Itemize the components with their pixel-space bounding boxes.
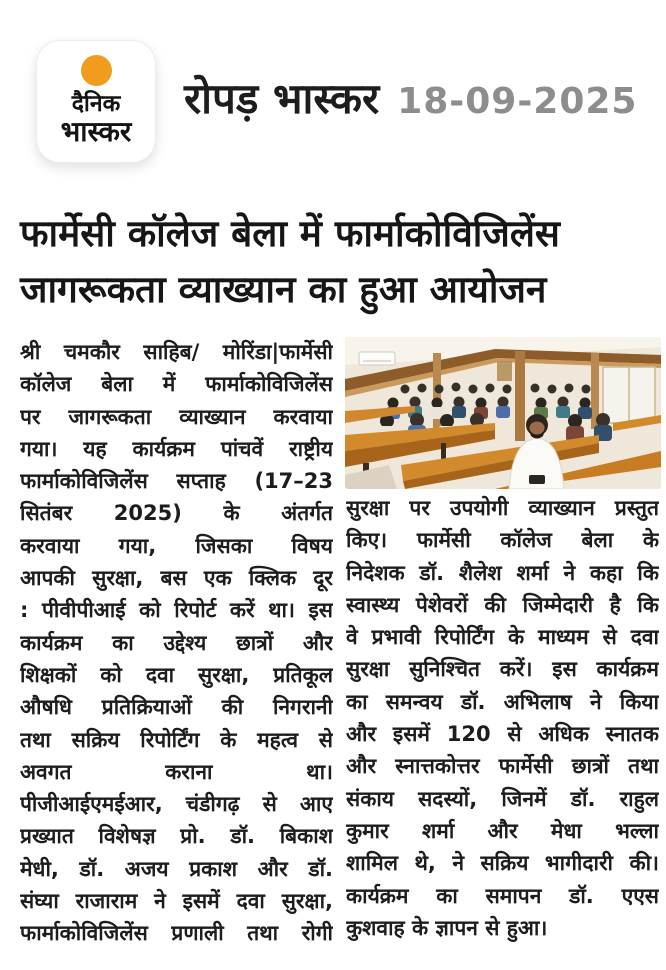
- article-text-line: पीजीआईएमईआर, चंडीगढ़ से आए: [20, 792, 333, 817]
- logo-text-line1: दैनिक: [71, 91, 121, 117]
- article-photo: [345, 337, 661, 489]
- article-headline: [20, 206, 658, 318]
- article-text-line: संकाय सदस्यों, जिनमें डॉ. राहुल: [346, 786, 659, 811]
- article-text-line: शिक्षकों को दवा सुरक्षा, प्रतिकूल: [20, 662, 333, 687]
- article-column-right: [346, 492, 659, 944]
- article-text-line: वे प्रभावी रिपोर्टिंग के माध्यम से दवा: [346, 625, 659, 650]
- article-text-line: गया। यह कार्यक्रम पांचवें राष्ट्रीय: [20, 436, 333, 461]
- dainik-bhaskar-logo: [36, 40, 156, 163]
- article-text-line: फार्माकोविजिलेंस प्रणाली तथा रोगी: [20, 921, 333, 946]
- article-text-line: और इसमें 120 से अधिक स्नातक: [346, 722, 659, 747]
- edition-title: रोपड़ भास्कर: [184, 74, 380, 123]
- headline-line: फार्मेसी कॉलेज बेला में फार्माकोविजिलेंस: [20, 212, 560, 255]
- article-text-line: : पीवीपीआई को रिपोर्ट करें था। इस: [20, 598, 333, 623]
- article-text-line: कॉलेज बेला में फार्माकोविजिलेंस: [20, 372, 333, 397]
- article-text-line: का समन्वय डॉ. अभिलाष ने किया: [346, 689, 659, 714]
- article-text-line: और स्नात्तकोत्तर फार्मेसी छात्रों तथा: [346, 754, 659, 779]
- article-text-line: औषधि प्रतिक्रियाओं की निगरानी: [20, 695, 333, 720]
- article-text-line: शामिल थे, ने सक्रिय भागीदारी की।: [346, 851, 659, 876]
- article-text-line: मेधी, डॉ. अजय प्रकाश और डॉ.: [20, 856, 333, 881]
- logo-text-line2: भास्कर: [60, 115, 132, 148]
- article-text-line: आपकी सुरक्षा, बस एक क्लिक दूर: [20, 566, 333, 591]
- article-text-line: पर जागरूकता व्याख्यान करवाया: [20, 404, 333, 429]
- article-text-line: सुरक्षा पर उपयोगी व्याख्यान प्रस्तुत: [346, 496, 659, 520]
- article-column-left: [20, 336, 333, 950]
- publication-date: 18-09-2025: [397, 81, 638, 122]
- masthead-titles: [184, 66, 656, 132]
- article-text-line: संघ्या राजाराम ने इसमें दवा सुरक्षा,: [20, 889, 333, 914]
- article-text-line: किए। फार्मेसी कॉलेज बेला के: [346, 528, 659, 553]
- article-text-line: कार्यक्रम का उद्देश्य छात्रों और: [20, 630, 333, 655]
- article-text-line: कुमार शर्मा और मेधा भल्ला: [346, 818, 659, 843]
- seminar-hall-illustration: [345, 337, 661, 489]
- article-text-line: फार्माकोविजिलेंस सप्ताह (17–23: [20, 469, 333, 494]
- logo-sun-icon: [81, 55, 112, 86]
- article-text-line: स्वास्थ्य पेशेवरों की जिम्मेदारी है कि: [346, 592, 659, 617]
- article-text-line: कार्यक्रम का समापन डॉ. एएस: [346, 883, 659, 908]
- article-text-line: करवाया गया, जिसका विषय: [20, 533, 333, 558]
- article-text-line: सितंबर 2025) के अंतर्गत: [20, 501, 333, 526]
- article-text-line: कुशवाह के ज्ञापन से हुआ।: [346, 915, 548, 940]
- article-text-line: प्रख्यात विशेषज्ञ प्रो. डॉ. बिकाश: [20, 824, 333, 849]
- article-text-line: श्री चमकौर साहिब/ मोरिंडा|फार्मेसी: [20, 340, 333, 364]
- article-text-line: तथा सक्रिय रिपोर्टिंग के महत्व से: [20, 727, 333, 752]
- article-text-line: निदेशक डॉ. शैलेश शर्मा ने कहा कि: [346, 560, 659, 585]
- article-text-line: अवगत कराना था।: [20, 759, 333, 784]
- headline-line: जागरूकता व्याख्यान का हुआ आयोजन: [20, 268, 547, 311]
- article-text-line: सुरक्षा सुनिश्चित करें। इस कार्यक्रम: [346, 657, 659, 682]
